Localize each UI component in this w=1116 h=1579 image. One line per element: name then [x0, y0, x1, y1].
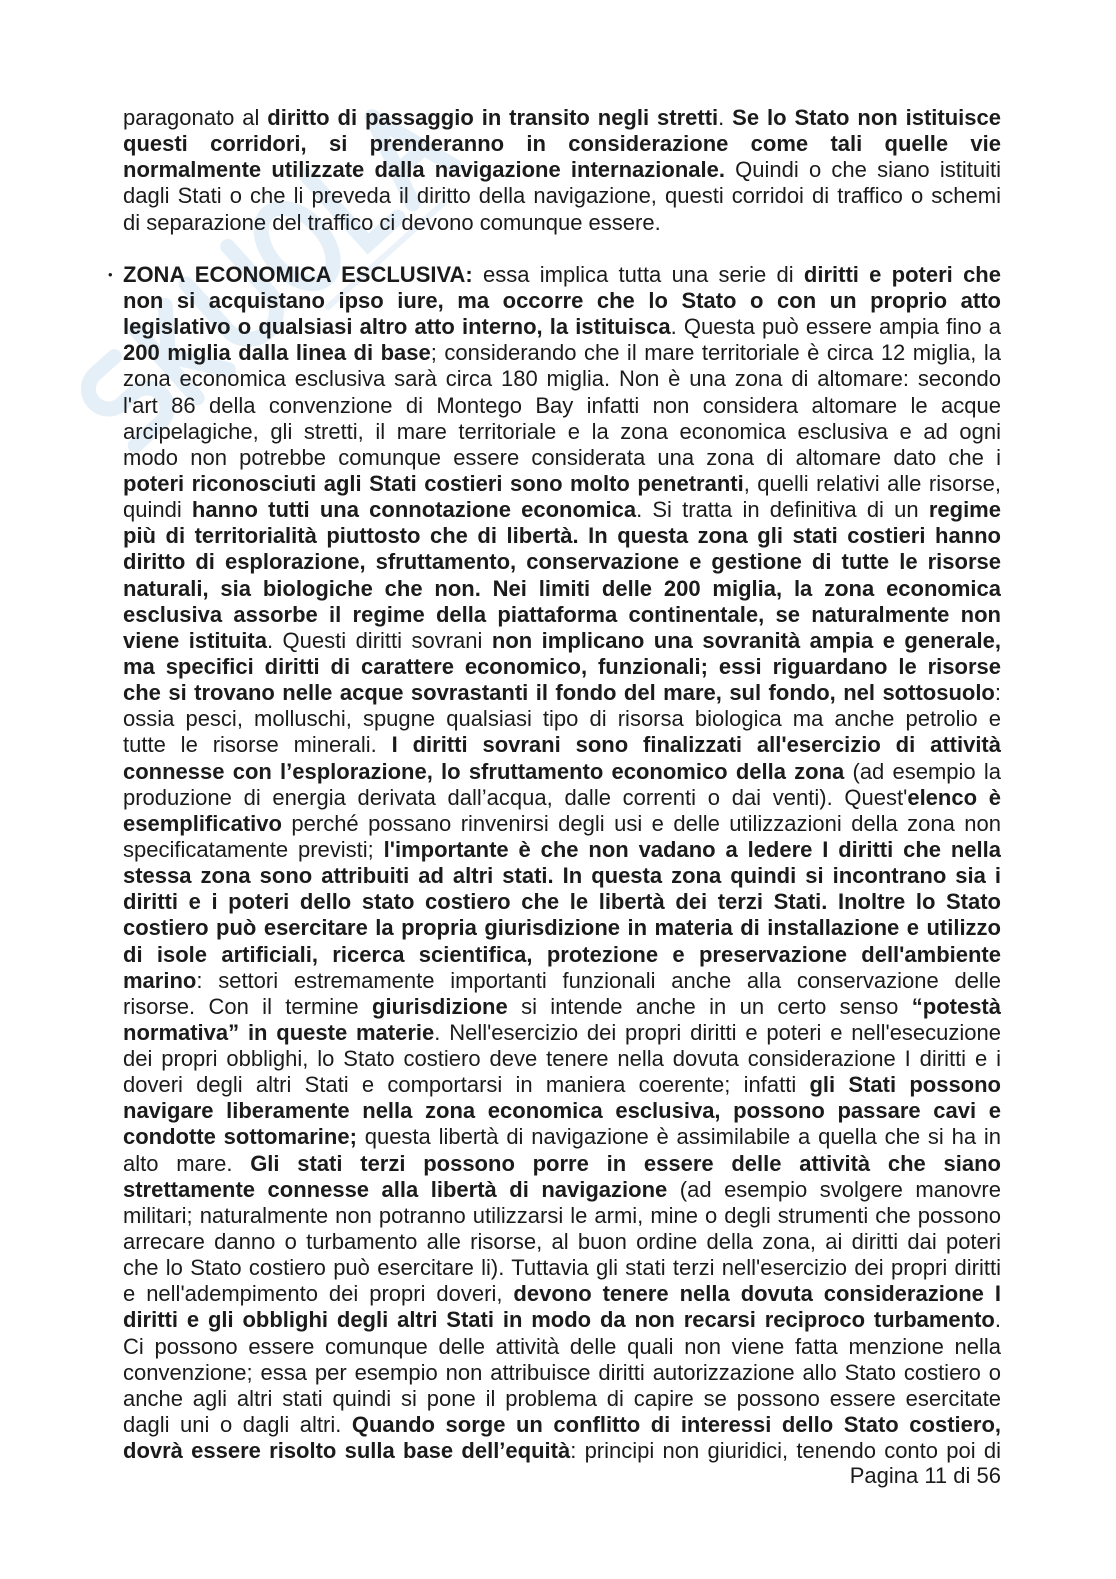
text-run: risorse. Con il termine: [123, 993, 373, 1019]
text-line: [123, 1229, 1001, 1255]
text-run: . Questa può essere ampia fino a: [670, 314, 1001, 340]
text-run: produzione di energia derivata dall’acqua, dalle correnti o dai venti). Quest': [123, 784, 908, 810]
text-run: . Nell'esercizio dei propri diritti e poteri e nell'esecuzione: [434, 1019, 1001, 1045]
text-run: convenzione; essa per esempio non attribuisce diritti autorizzazione allo Stato costiero o: [123, 1359, 1001, 1385]
bold-text-run: devono tenere nella dovuta considerazione I: [513, 1281, 1001, 1307]
document-body: [108, 105, 1001, 1490]
text-run: arrecare danno o turbamento alle risorse, al buon ordine della zona, ai diritti dai poteri: [123, 1229, 1001, 1255]
bold-text-run: non implicano una sovranità ampia e generale,: [491, 627, 1001, 653]
bold-text-run: più di territorialità piuttosto che di libertà. In questa zona gli stati costieri hanno: [123, 523, 1001, 549]
bold-text-run: hanno tutti una connotazione economica: [191, 497, 637, 523]
text-line: [123, 1386, 1001, 1412]
text-line: [123, 366, 1001, 392]
bold-text-run: naturali, sia biologiche che non. Nei limiti delle 200 miglia, la zona economica: [123, 575, 1001, 601]
text-line: [123, 889, 1001, 915]
text-line: [123, 1412, 1001, 1438]
text-line: [123, 759, 1001, 785]
text-line: [123, 1072, 1001, 1098]
text-line: [123, 863, 1001, 889]
text-line: [123, 706, 1001, 732]
text-line: [123, 942, 1001, 968]
text-line: [123, 680, 1001, 706]
text-line: [123, 1098, 1001, 1124]
text-line: [123, 131, 1001, 157]
text-line: [123, 419, 1001, 445]
bold-text-run: normalmente utilizzate dalla navigazione internazionale.: [123, 157, 725, 183]
text-line: [123, 1438, 1001, 1464]
text-run: che lo Stato costiero può esercitare li). Tuttavia gli stati terzi nell'esercizio dei propri diritti: [123, 1255, 1001, 1281]
bold-text-run: diritto di passaggio in transito negli stretti: [267, 105, 719, 130]
text-run: zona economica esclusiva sarà circa 180 miglia. Non è una zona di altomare: secondo: [123, 366, 1001, 392]
text-line: [123, 1255, 1001, 1281]
text-run: modo non potrebbe comunque essere considerata una zona di altomare dato che i: [123, 444, 1001, 470]
text-line: [123, 968, 1001, 994]
text-line: [123, 445, 1001, 471]
text-run: perché possano rinvenirsi degli usi e delle utilizzazioni della zona non: [281, 810, 1001, 836]
bold-text-run: gli Stati possono: [809, 1072, 1001, 1098]
text-run: dagli Stati o che li preveda il diritto della navigazione, questi corridoi di traffico o schemi: [123, 183, 1001, 209]
text-run: paragonato al: [123, 105, 268, 130]
text-line: [123, 994, 1001, 1020]
bold-text-run: 200 miglia dalla linea di base: [123, 340, 431, 366]
bold-text-run: viene istituita: [123, 627, 267, 653]
text-line: [123, 210, 1001, 236]
text-line: [123, 288, 1001, 314]
text-line: [123, 1360, 1001, 1386]
text-run: , quelli relativi alle risorse,: [743, 470, 1001, 496]
bullet-marker: •: [108, 266, 113, 282]
text-run: essa implica tutta una serie di: [472, 261, 804, 287]
text-run: militari; naturalmente non potranno utilizzarsi le armi, mine o degli strumenti che possono: [123, 1202, 1001, 1228]
text-line: [123, 1046, 1001, 1072]
text-line: [123, 523, 1001, 549]
bold-text-run: connesse con l’esplorazione, lo sfruttamento economico della zona: [123, 758, 845, 784]
text-line: [123, 1281, 1001, 1307]
bold-text-run: costiero può esercitare la propria giurisdizione in materia di installazione e utilizzo: [123, 915, 1001, 941]
text-run: specificatamente previsti;: [123, 836, 384, 862]
text-run: dei propri obblighi, lo Stato costiero deve tenere nella dovuta considerazione I diritti e i: [123, 1046, 1001, 1072]
bold-text-run: ZONA ECONOMICA ESCLUSIVA:: [123, 261, 473, 287]
text-line: [123, 105, 1001, 131]
bold-text-run: non si acquistano ipso iure, ma occorre che lo Stato o con un proprio atto: [123, 287, 1001, 313]
text-run: arcipelagiche, gli stretti, il mare territoriale e la zona economica esclusiva e ad ogni: [123, 418, 1001, 444]
bold-text-run: Quando sorge un conflitto di interessi dello Stato costiero,: [351, 1412, 1001, 1438]
text-run: dagli uni o dagli altri.: [123, 1412, 352, 1438]
text-run: Ci possono essere comunque delle attività delle quali non viene fatta menzione nella: [123, 1333, 1001, 1359]
bold-text-run: l'importante è che non vadano a ledere I diritti che nella: [383, 836, 1001, 862]
bold-text-run: diritti e i poteri dello stato costiero che le libertà dei terzi Stati. Inoltre lo Stato: [123, 889, 1001, 915]
bold-text-run: I diritti sovrani sono finalizzati all'esercizio di attività: [391, 732, 1001, 758]
text-line: [123, 340, 1001, 366]
bold-text-run: Se lo Stato non istituisce: [732, 105, 1001, 130]
text-run: e nell'adempimento dei propri doveri,: [123, 1281, 514, 1307]
bold-text-run: condotte sottomarine;: [123, 1124, 357, 1150]
text-line: [123, 837, 1001, 863]
text-line: [123, 628, 1001, 654]
bold-text-run: diritti e gli obblighi degli altri Stati in modo da non recarsi reciproco turbamento: [123, 1307, 995, 1333]
bold-text-run: marino: [123, 967, 197, 993]
text-run: si intende anche in un certo senso: [507, 993, 912, 1019]
text-line: [123, 732, 1001, 758]
text-line: [123, 262, 1001, 288]
bold-text-run: legislativo o qualsiasi altro atto interno, la istituisca: [123, 314, 671, 340]
text-run: ; considerando che il mare territoriale è circa 12 miglia, la: [430, 340, 1001, 366]
bullet-paragraph: [108, 261, 1001, 1464]
text-run: tutte le risorse minerali.: [123, 732, 392, 758]
bold-text-run: di isole artificiali, ricerca scientifica, protezione e preservazione dell'ambiente: [123, 941, 1001, 967]
bold-text-run: ma specifici diritti di carattere economico, funzionali; essi riguardano le risorse: [123, 653, 1001, 679]
text-run: .: [718, 105, 733, 130]
text-line: [123, 811, 1001, 837]
text-run: Quindi o che siano istituiti: [724, 157, 1001, 183]
text-run: .: [994, 1307, 1001, 1333]
bold-text-run: normativa” in queste materie: [123, 1019, 435, 1045]
bold-text-run: elenco è: [907, 784, 1001, 810]
text-line: [123, 471, 1001, 497]
bold-text-run: “potestà: [911, 993, 1001, 1019]
text-line: [123, 549, 1001, 575]
bold-text-run: giurisdizione: [372, 993, 508, 1019]
bold-text-run: stessa zona sono attribuiti ad altri stati. In questa zona quindi si incontrano sia i: [123, 863, 1001, 889]
text-line: [123, 1334, 1001, 1360]
text-line: [123, 576, 1001, 602]
text-line: [123, 654, 1001, 680]
bold-text-run: regime: [928, 497, 1001, 523]
text-run: : principi non giuridici, tenendo conto poi di: [570, 1438, 1001, 1464]
text-run: : settori estremamente importanti funzionali anche alla conservazione delle: [196, 967, 1001, 993]
bold-text-run: diritto di esplorazione, sfruttamento, conservazione e gestione di tutte le risorse: [123, 549, 1001, 575]
bold-text-run: strettamente connesse alla libertà di navigazione: [123, 1176, 668, 1202]
text-run: :: [994, 680, 1001, 706]
bold-text-run: esclusiva assorbe il regime della piattaforma continentale, se naturalmente non: [123, 601, 1001, 627]
text-run: (ad esempio svolgere manovre: [667, 1176, 1001, 1202]
text-run: anche agli altri stati quindi si pone il problema di capire se possono essere esercitate: [123, 1385, 1001, 1411]
text-line: [123, 497, 1001, 523]
bold-text-run: esemplificativo: [123, 810, 282, 836]
text-line: [123, 393, 1001, 419]
text-line: [123, 183, 1001, 209]
text-run: di separazione del traffico ci devono comunque essere.: [123, 209, 661, 235]
text-run: alto mare.: [123, 1150, 251, 1176]
text-run: l'art 86 della convenzione di Montego Bay infatti non considera altomare le acque: [123, 392, 1001, 418]
text-line: [123, 1203, 1001, 1229]
text-line: [123, 314, 1001, 340]
text-run: ossia pesci, molluschi, spugne qualsiasi tipo di risorsa biologica ma anche petrolio e: [123, 706, 1001, 732]
text-run: . Si tratta in definitiva di un: [636, 497, 929, 523]
bold-text-run: che si trovano nelle acque sovrastanti il fondo del mare, sul fondo, nel sottosuolo: [123, 680, 995, 706]
bold-text-run: diritti e poteri che: [803, 261, 1001, 287]
text-run: doveri degli altri Stati e comportarsi in maniera coerente; infatti: [123, 1072, 810, 1098]
bold-text-run: navigare liberamente nella zona economica esclusiva, possono passare cavi e: [123, 1098, 1001, 1124]
text-line: [123, 1307, 1001, 1333]
bold-text-run: Gli stati terzi possono porre in essere delle attività che siano: [250, 1150, 1001, 1176]
text-run: questa libertà di navigazione è assimilabile a quella che si ha in: [356, 1124, 1001, 1150]
page-number: Pagina 11 di 56: [849, 1463, 1001, 1488]
bold-text-run: poteri riconosciuti agli Stati costieri sono molto penetranti: [123, 470, 744, 496]
bold-text-run: dovrà essere risolto sulla base dell’equità: [123, 1438, 571, 1464]
text-line: [123, 1177, 1001, 1203]
text-line: [123, 1124, 1001, 1150]
text-line: [123, 1151, 1001, 1177]
text-run: . Questi diritti sovrani: [266, 627, 492, 653]
text-run: (ad esempio la: [844, 758, 1001, 784]
text-line: [123, 602, 1001, 628]
text-run: quindi: [123, 497, 192, 523]
bold-text-run: questi corridori, si prenderanno in considerazione come tali quelle vie: [123, 131, 1001, 157]
text-line: [123, 785, 1001, 811]
text-line: [123, 1020, 1001, 1046]
text-line: [123, 157, 1001, 183]
paragraph: [123, 105, 1001, 236]
text-line: [123, 915, 1001, 941]
